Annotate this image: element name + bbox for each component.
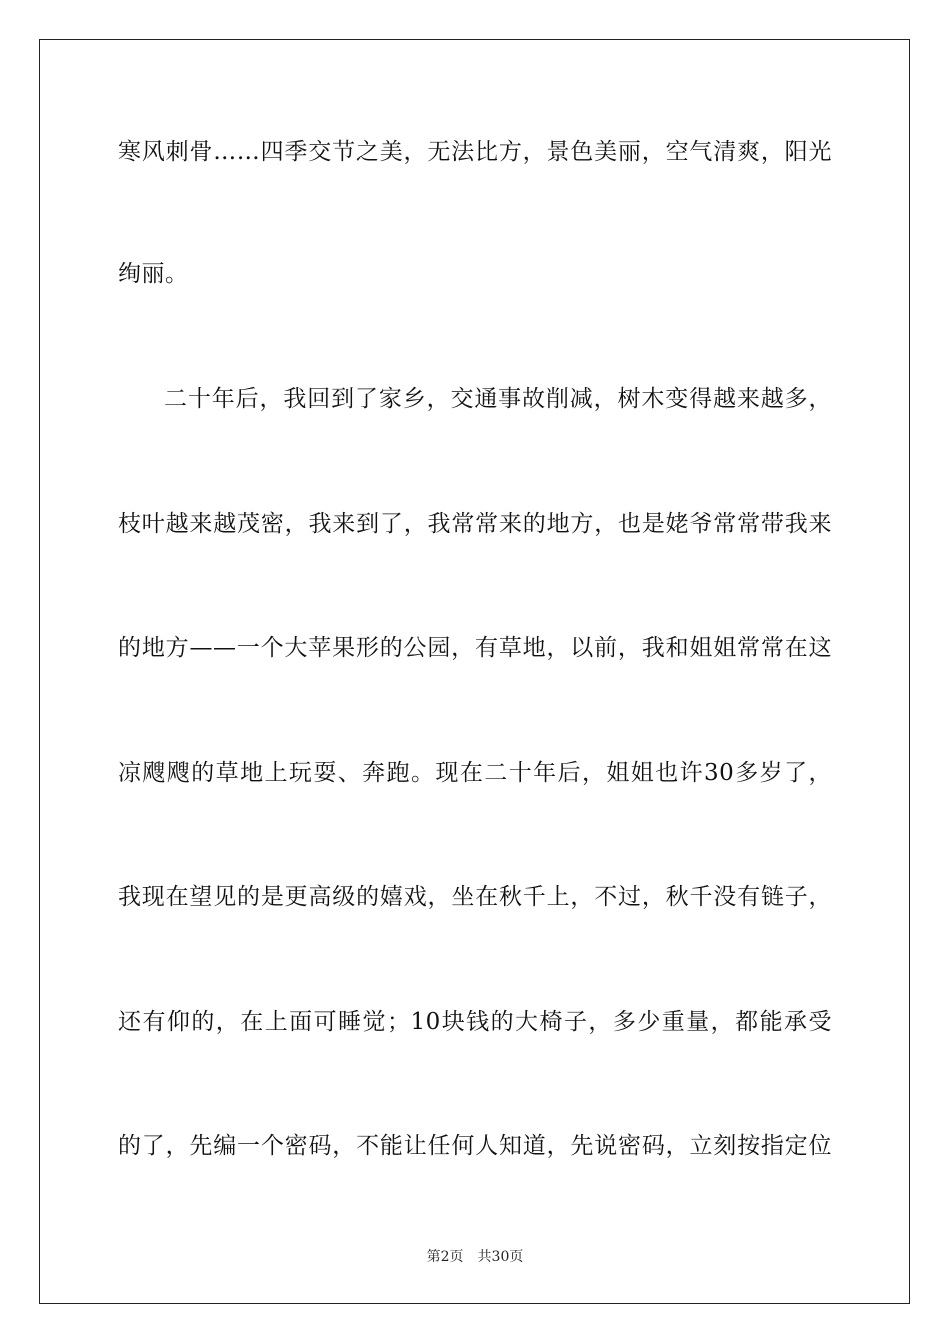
page-footer xyxy=(0,1248,950,1266)
text-line-7: 我现在望见的是更高级的嬉戏，坐在秋千上，不过，秋千没有链子， xyxy=(118,884,832,910)
text-line-9: 的了，先编一个密码，不能让任何人知道，先说密码，立刻按指定位 xyxy=(118,1133,832,1159)
text-line-4: 枝叶越来越茂密，我来到了，我常常来的地方，也是姥爷常常带我来 xyxy=(118,511,832,537)
page-border xyxy=(39,39,910,1304)
text-line-3: 二十年后，我回到了家乡，交通事故削减，树木变得越来越多， xyxy=(164,386,832,412)
text-line-6: 凉飕飕的草地上玩耍、奔跑。现在二十年后，姐姐也许30多岁了， xyxy=(118,760,832,786)
text-line-8: 还有仰的，在上面可睡觉；10块钱的大椅子，多少重量，都能承受 xyxy=(118,1009,832,1035)
text-line-1: 寒风刺骨……四季交节之美，无法比方，景色美丽，空气清爽，阳光 xyxy=(118,139,832,165)
text-line-2: 绚丽。 xyxy=(118,261,189,287)
text-line-5: 的地方——一个大苹果形的公园，有草地，以前，我和姐姐常常在这 xyxy=(118,635,832,661)
page-total: 共30页 xyxy=(477,1249,524,1265)
page-number: 第2页 xyxy=(426,1249,464,1265)
